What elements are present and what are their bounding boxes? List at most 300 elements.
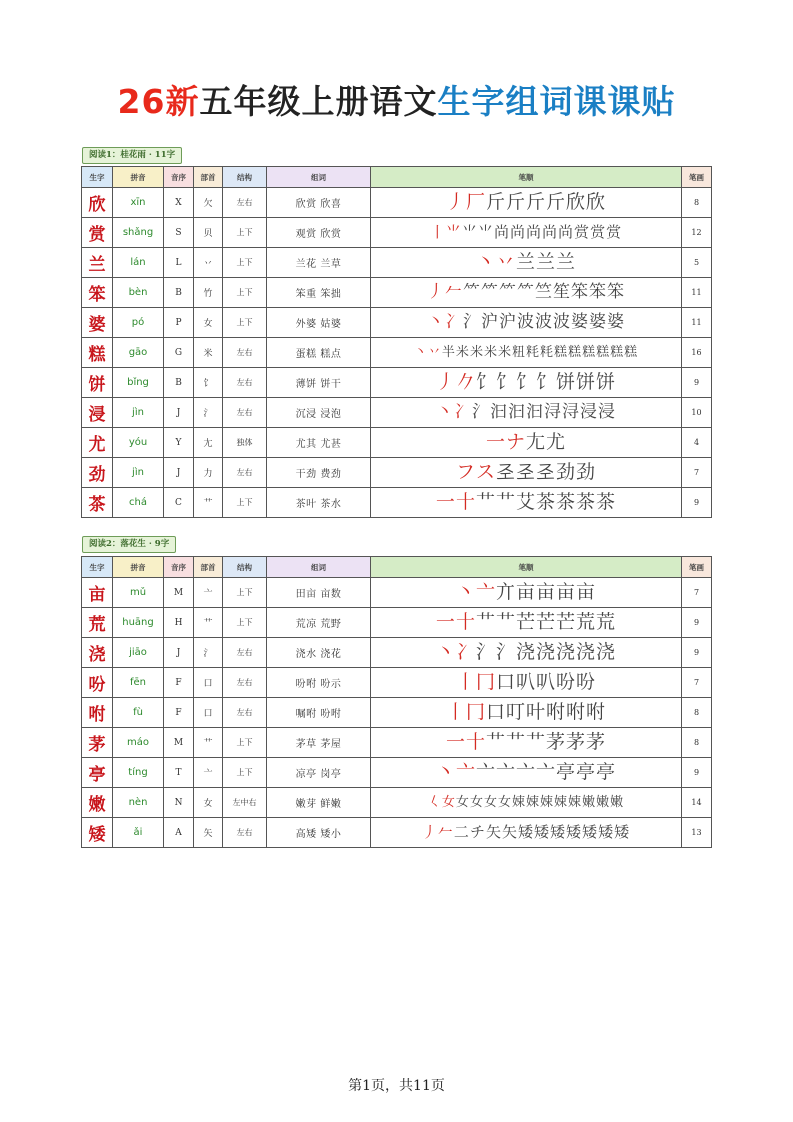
letter-cell: J — [164, 638, 194, 668]
stroke-step — [476, 459, 495, 486]
stroke-step — [546, 699, 565, 726]
stroke-glyph: 芒 — [536, 611, 556, 633]
stroke-glyph: 二 — [453, 823, 469, 841]
structure-cell: 上下 — [223, 758, 267, 788]
stroke-glyph: 丿 — [427, 282, 444, 302]
stroke-step — [556, 369, 575, 396]
stroke-step — [456, 669, 475, 696]
stroke-glyph: 叮 — [505, 701, 525, 723]
stroke-order-cell — [371, 608, 682, 638]
stroke-step — [576, 639, 595, 666]
header-words: 组词 — [267, 167, 371, 188]
stroke-glyph: 笨 — [589, 282, 606, 302]
char-cell: 嫩 — [82, 788, 113, 818]
letter-cell: C — [164, 488, 194, 518]
radical-cell: 氵 — [194, 398, 223, 428]
radical-cell: 氵 — [194, 638, 223, 668]
structure-cell: 左右 — [223, 698, 267, 728]
stroke-glyph: 尚 — [509, 223, 525, 241]
stroke-glyph: 咐 — [546, 701, 566, 723]
char-table-1 — [81, 166, 712, 518]
stroke-sequence — [436, 639, 616, 666]
stroke-order-cell — [371, 338, 682, 368]
stroke-step — [526, 339, 539, 366]
pinyin-cell: pó — [113, 308, 164, 338]
stroke-glyph: 丿 — [421, 823, 437, 841]
structure-cell: 左右 — [223, 638, 267, 668]
structure-cell: 上下 — [223, 578, 267, 608]
stroke-step — [496, 579, 515, 606]
stroke-step — [536, 579, 555, 606]
stroke-step — [506, 699, 525, 726]
stroke-glyph: 丷 — [495, 251, 515, 273]
stroke-glyph: 口 — [495, 671, 515, 693]
stroke-glyph: 叶 — [526, 701, 546, 723]
stroke-glyph: 亭 — [556, 761, 576, 783]
words-cell: 观赏 欣赏 — [267, 218, 371, 248]
stroke-step — [470, 819, 485, 846]
stroke-step — [476, 639, 495, 666]
stroke-step — [571, 279, 588, 306]
stroke-step — [442, 339, 455, 366]
radical-cell: 欠 — [194, 188, 223, 218]
stroke-step — [607, 309, 624, 336]
stroke-step — [535, 309, 552, 336]
stroke-step — [586, 189, 605, 216]
table-row — [82, 218, 712, 248]
stroke-count-cell: 14 — [682, 788, 712, 818]
stroke-glyph: 艹 — [475, 611, 495, 633]
words-cell: 尤其 尤甚 — [267, 428, 371, 458]
stroke-step — [582, 819, 597, 846]
stroke-glyph: 半 — [441, 345, 455, 360]
stroke-glyph: 艹 — [495, 491, 515, 513]
stroke-step — [446, 189, 465, 216]
stroke-step — [556, 609, 575, 636]
words-cell: 嫩芽 鲜嫩 — [267, 788, 371, 818]
stroke-step — [526, 789, 539, 816]
stroke-glyph: 粍 — [526, 345, 540, 360]
stroke-glyph: ⺮ — [499, 282, 516, 302]
stroke-count-cell: 7 — [682, 458, 712, 488]
stroke-step — [454, 819, 469, 846]
radical-cell: 女 — [194, 788, 223, 818]
stroke-step — [476, 669, 495, 696]
stroke-step — [466, 729, 485, 756]
stroke-glyph: 米 — [455, 345, 469, 360]
stroke-step — [598, 819, 613, 846]
stroke-step — [428, 789, 441, 816]
char-cell: 尤 — [82, 428, 113, 458]
words-cell: 笨重 笨拙 — [267, 278, 371, 308]
title-prefix: 26新 — [117, 82, 200, 121]
stroke-step — [476, 249, 495, 276]
stroke-glyph: 荒 — [596, 611, 616, 633]
stroke-glyph: 𡿨 — [427, 795, 441, 810]
table-row — [82, 668, 712, 698]
radical-cell: 贝 — [194, 218, 223, 248]
stroke-glyph: 芒 — [556, 611, 576, 633]
letter-cell: S — [164, 218, 194, 248]
stroke-glyph: 亭 — [596, 761, 616, 783]
stroke-step — [512, 339, 525, 366]
stroke-glyph: 十 — [455, 611, 475, 633]
stroke-step — [566, 699, 585, 726]
stroke-glyph: 矮 — [517, 823, 533, 841]
stroke-step — [606, 219, 621, 246]
stroke-glyph: 叭 — [536, 671, 556, 693]
stroke-step — [526, 729, 545, 756]
stroke-glyph: 波 — [553, 312, 570, 332]
stroke-step — [607, 279, 624, 306]
stroke-glyph: 嫩 — [582, 795, 596, 810]
stroke-count-cell: 9 — [682, 638, 712, 668]
stroke-glyph: 矮 — [550, 823, 566, 841]
stroke-glyph: 浇 — [576, 641, 596, 663]
stroke-order-cell — [371, 278, 682, 308]
stroke-glyph: 女 — [483, 795, 497, 810]
words-cell: 浇水 浇花 — [267, 638, 371, 668]
stroke-glyph: 浇 — [556, 641, 576, 663]
stroke-order-cell — [371, 368, 682, 398]
stroke-glyph: 丶 — [435, 641, 455, 663]
stroke-step — [496, 369, 515, 396]
char-cell: 吩 — [82, 668, 113, 698]
letter-cell: B — [164, 368, 194, 398]
stroke-step — [456, 339, 469, 366]
stroke-step — [486, 729, 505, 756]
stroke-glyph: 浔 — [562, 402, 579, 422]
stroke-glyph: 亩 — [556, 581, 576, 603]
stroke-count-cell: 11 — [682, 308, 712, 338]
stroke-sequence — [436, 369, 616, 396]
stroke-glyph: 艾 — [515, 491, 535, 513]
stroke-step — [436, 609, 455, 636]
pinyin-cell: gāo — [113, 338, 164, 368]
pinyin-cell: jìn — [113, 398, 164, 428]
table-row — [82, 728, 712, 758]
stroke-glyph: 斤 — [546, 191, 566, 213]
stroke-sequence — [456, 669, 596, 696]
stroke-count-cell: 8 — [682, 728, 712, 758]
header-order: 笔顺 — [371, 557, 682, 578]
stroke-step — [526, 699, 545, 726]
table-body-2 — [82, 578, 712, 848]
stroke-glyph: 竺 — [535, 282, 552, 302]
stroke-glyph: 饼 — [596, 371, 616, 393]
stroke-step — [598, 399, 615, 426]
structure-cell: 左右 — [223, 398, 267, 428]
stroke-sequence — [446, 729, 606, 756]
stroke-glyph: 矮 — [566, 823, 582, 841]
pinyin-cell: nèn — [113, 788, 164, 818]
stroke-glyph: 矢 — [485, 823, 501, 841]
stroke-glyph: 浇 — [515, 641, 535, 663]
stroke-glyph: 矮 — [534, 823, 550, 841]
letter-cell: P — [164, 308, 194, 338]
stroke-step — [499, 309, 516, 336]
stroke-step — [499, 279, 516, 306]
stroke-glyph: 欣 — [586, 191, 606, 213]
stroke-step — [486, 189, 505, 216]
stroke-step — [506, 729, 525, 756]
stroke-glyph: 女 — [441, 795, 455, 810]
structure-cell: 左右 — [223, 458, 267, 488]
stroke-order-cell — [371, 728, 682, 758]
stroke-glyph: 矢 — [501, 823, 517, 841]
stroke-glyph: 尢 — [526, 431, 546, 453]
stroke-glyph: 𢀖 — [495, 461, 515, 483]
stroke-step — [472, 399, 489, 426]
stroke-glyph: 茶 — [556, 491, 576, 513]
header-count: 笔画 — [682, 167, 712, 188]
stroke-sequence — [446, 189, 606, 216]
stroke-step — [576, 609, 595, 636]
stroke-glyph: 丨 — [455, 671, 475, 693]
radical-cell: 艹 — [194, 608, 223, 638]
char-cell: 茅 — [82, 728, 113, 758]
stroke-step — [436, 369, 455, 396]
stroke-glyph: 茶 — [536, 491, 556, 513]
words-cell: 田亩 亩数 — [267, 578, 371, 608]
stroke-glyph: 丿 — [435, 371, 455, 393]
stroke-glyph: 饣 — [536, 371, 556, 393]
stroke-step — [442, 789, 455, 816]
pinyin-cell: lán — [113, 248, 164, 278]
pinyin-cell: máo — [113, 728, 164, 758]
stroke-step — [562, 399, 579, 426]
stroke-sequence — [430, 219, 622, 246]
header-radical: 部首 — [194, 557, 223, 578]
char-cell: 亭 — [82, 758, 113, 788]
stroke-step — [506, 189, 525, 216]
letter-cell: Y — [164, 428, 194, 458]
pinyin-cell: jìn — [113, 458, 164, 488]
pinyin-cell: yóu — [113, 428, 164, 458]
stroke-sequence — [428, 789, 624, 816]
table-row — [82, 488, 712, 518]
stroke-step — [571, 309, 588, 336]
stroke-glyph: 亠 — [515, 761, 535, 783]
stroke-step — [481, 309, 498, 336]
stroke-glyph: 沪 — [481, 312, 498, 332]
char-cell: 咐 — [82, 698, 113, 728]
stroke-step — [508, 399, 525, 426]
title-main: 五年级上册语文 — [199, 82, 438, 121]
stroke-step — [470, 339, 483, 366]
table-header-row — [82, 167, 712, 188]
stroke-glyph: 婆 — [607, 312, 624, 332]
radical-cell: 口 — [194, 668, 223, 698]
stroke-glyph: 亩 — [536, 581, 556, 603]
char-cell: 浇 — [82, 638, 113, 668]
stroke-step — [624, 339, 637, 366]
structure-cell: 上下 — [223, 278, 267, 308]
stroke-glyph: 亣 — [495, 581, 515, 603]
stroke-step — [582, 339, 595, 366]
structure-cell: 上下 — [223, 218, 267, 248]
stroke-step — [542, 219, 557, 246]
stroke-step — [580, 399, 597, 426]
stroke-count-cell: 8 — [682, 188, 712, 218]
stroke-step — [536, 489, 555, 516]
stroke-glyph: 女 — [455, 795, 469, 810]
stroke-step — [436, 399, 453, 426]
header-pinyin: 拼音 — [113, 167, 164, 188]
char-table-2 — [81, 556, 712, 848]
stroke-step — [546, 729, 565, 756]
pinyin-cell: xīn — [113, 188, 164, 218]
stroke-glyph: 丶 — [475, 251, 495, 273]
stroke-order-cell — [371, 638, 682, 668]
header-radical: 部首 — [194, 167, 223, 188]
stroke-step — [438, 819, 453, 846]
words-cell: 薄饼 饼干 — [267, 368, 371, 398]
char-cell: 糕 — [82, 338, 113, 368]
stroke-sequence — [456, 579, 596, 606]
stroke-glyph: 嫩 — [610, 795, 624, 810]
structure-cell: 上下 — [223, 608, 267, 638]
stroke-count-cell: 10 — [682, 398, 712, 428]
stroke-step — [566, 729, 585, 756]
stroke-step — [454, 399, 471, 426]
stroke-glyph: 吩 — [576, 671, 596, 693]
stroke-order-cell — [371, 428, 682, 458]
stroke-sequence — [427, 279, 625, 306]
stroke-step — [496, 249, 515, 276]
structure-cell: 独体 — [223, 428, 267, 458]
stroke-step — [517, 309, 534, 336]
structure-cell: 上下 — [223, 728, 267, 758]
radical-cell: 亠 — [194, 758, 223, 788]
stroke-sequence — [414, 339, 638, 366]
table-row — [82, 788, 712, 818]
stroke-glyph: 嫩 — [596, 795, 610, 810]
letter-cell: G — [164, 338, 194, 368]
stroke-step — [516, 609, 535, 636]
header-count: 笔画 — [682, 557, 712, 578]
stroke-glyph: 糕 — [568, 345, 582, 360]
stroke-glyph: 笨 — [571, 282, 588, 302]
char-cell: 笨 — [82, 278, 113, 308]
stroke-step — [463, 279, 480, 306]
stroke-step — [414, 339, 427, 366]
stroke-glyph: 亩 — [576, 581, 596, 603]
stroke-glyph: 汩 — [508, 402, 525, 422]
pinyin-cell: huāng — [113, 608, 164, 638]
table-body-1 — [82, 188, 712, 518]
stroke-step — [496, 609, 515, 636]
stroke-count-cell: 11 — [682, 278, 712, 308]
stroke-glyph: 兰 — [536, 251, 556, 273]
stroke-step — [582, 789, 595, 816]
stroke-step — [556, 759, 575, 786]
stroke-glyph: 叭 — [515, 671, 535, 693]
stroke-step — [466, 699, 485, 726]
pinyin-cell: jiāo — [113, 638, 164, 668]
structure-cell: 左右 — [223, 668, 267, 698]
stroke-glyph: 汩 — [526, 402, 543, 422]
stroke-step — [566, 189, 585, 216]
stroke-step — [512, 789, 525, 816]
char-cell: 荒 — [82, 608, 113, 638]
stroke-step — [556, 489, 575, 516]
stroke-order-cell — [371, 398, 682, 428]
stroke-step — [516, 759, 535, 786]
stroke-glyph: 𠂉 — [437, 823, 453, 841]
stroke-glyph: ⺮ — [481, 282, 498, 302]
stroke-step — [556, 669, 575, 696]
stroke-step — [596, 639, 615, 666]
stroke-step — [556, 579, 575, 606]
stroke-step — [517, 279, 534, 306]
stroke-glyph: 艹 — [495, 611, 515, 633]
table-row — [82, 758, 712, 788]
stroke-step — [484, 789, 497, 816]
stroke-step — [568, 789, 581, 816]
stroke-step — [516, 639, 535, 666]
letter-cell: F — [164, 668, 194, 698]
radical-cell: 饣 — [194, 368, 223, 398]
stroke-order-cell — [371, 788, 682, 818]
stroke-step — [486, 819, 501, 846]
stroke-order-cell — [371, 818, 682, 848]
stroke-glyph: 饣 — [515, 371, 535, 393]
stroke-step — [436, 489, 455, 516]
stroke-step — [536, 459, 555, 486]
words-cell: 茅草 茅屋 — [267, 728, 371, 758]
table-row — [82, 278, 712, 308]
radical-cell: 矢 — [194, 818, 223, 848]
stroke-count-cell: 8 — [682, 698, 712, 728]
letter-cell: J — [164, 398, 194, 428]
pinyin-cell: mǔ — [113, 578, 164, 608]
stroke-step — [544, 399, 561, 426]
stroke-step — [456, 459, 475, 486]
letter-cell: B — [164, 278, 194, 308]
stroke-step — [614, 819, 629, 846]
stroke-step — [536, 249, 555, 276]
stroke-sequence — [486, 429, 566, 456]
stroke-step — [446, 699, 465, 726]
stroke-step — [466, 189, 485, 216]
structure-cell: 左右 — [223, 338, 267, 368]
stroke-step — [478, 219, 493, 246]
stroke-step — [496, 489, 515, 516]
pinyin-cell: shǎng — [113, 218, 164, 248]
char-cell: 浸 — [82, 398, 113, 428]
stroke-step — [546, 189, 565, 216]
stroke-glyph: 笨 — [607, 282, 624, 302]
stroke-step — [596, 489, 615, 516]
stroke-glyph: 波 — [535, 312, 552, 332]
stroke-glyph: 饣 — [475, 371, 495, 393]
stroke-glyph: 娕 — [540, 795, 554, 810]
char-cell: 劲 — [82, 458, 113, 488]
stroke-glyph: 尚 — [542, 223, 558, 241]
stroke-glyph: 艹 — [526, 731, 546, 753]
stroke-sequence — [422, 819, 630, 846]
stroke-step — [484, 339, 497, 366]
radical-cell: 女 — [194, 308, 223, 338]
pinyin-cell: tíng — [113, 758, 164, 788]
stroke-glyph: 糕 — [554, 345, 568, 360]
stroke-glyph: 厂 — [465, 191, 485, 213]
stroke-glyph: 荒 — [576, 611, 596, 633]
stroke-step — [463, 309, 480, 336]
stroke-glyph: 沪 — [499, 312, 516, 332]
stroke-glyph: ⺌ — [477, 223, 493, 241]
